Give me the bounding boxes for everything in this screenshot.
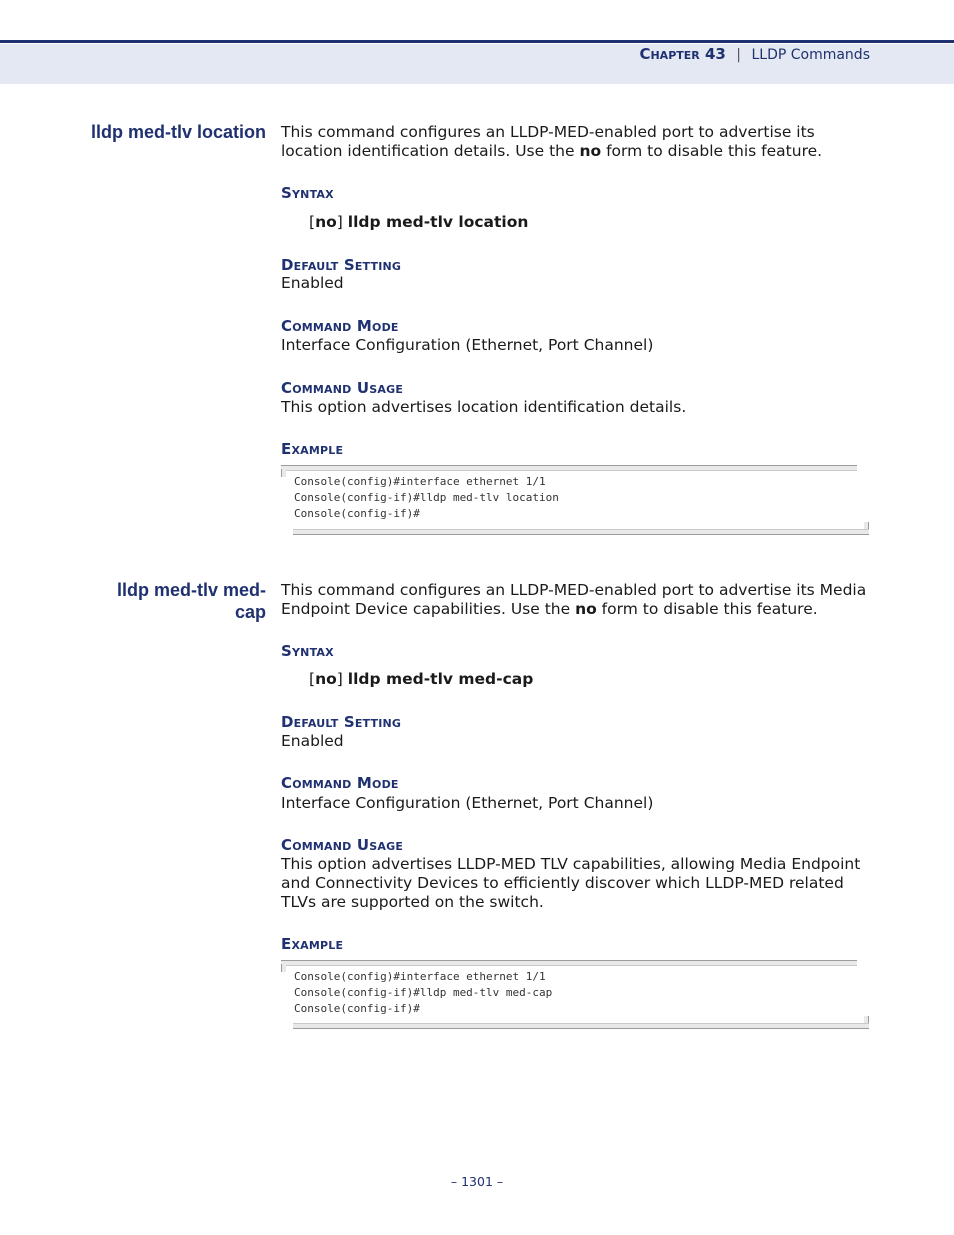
example-heading: Example — [281, 440, 344, 458]
syntax-command: lldp med-tlv med-cap — [347, 670, 534, 688]
code-top-corner — [281, 469, 286, 477]
running-header — [639, 45, 870, 63]
header-rule — [0, 40, 954, 43]
code-bottom-border — [293, 1023, 869, 1029]
header-separator: | — [736, 47, 742, 63]
example-code-block — [281, 465, 869, 535]
default-setting-heading: Default Setting — [281, 256, 402, 274]
description-text-end: form to disable this feature. — [601, 142, 823, 160]
code-top-corner — [281, 964, 286, 972]
code-top-border — [281, 465, 857, 471]
description-keyword: no — [575, 600, 597, 618]
code-top-border — [281, 960, 857, 966]
syntax-no-keyword: no — [315, 670, 337, 688]
page-number: – 1301 – — [450, 1174, 504, 1189]
command-usage-value: This option advertises location identification details. — [281, 398, 687, 416]
syntax-line — [309, 670, 533, 688]
description-keyword: no — [579, 142, 602, 160]
syntax-command: lldp med-tlv location — [347, 213, 529, 231]
command-mode-value: Interface Configuration (Ethernet, Port Channel) — [281, 336, 654, 354]
default-setting-value: Enabled — [281, 274, 344, 292]
command-mode-heading: Command Mode — [281, 317, 399, 335]
code-bottom-border — [293, 529, 869, 535]
example-heading: Example — [281, 935, 344, 953]
command-mode-heading: Command Mode — [281, 774, 399, 792]
syntax-heading: Syntax — [281, 642, 334, 660]
syntax-heading: Syntax — [281, 184, 334, 202]
command-usage-heading: Command Usage — [281, 379, 404, 397]
syntax-no-keyword: no — [315, 213, 337, 231]
description-text: This command configures an LLDP-MED-enabled port to advertise its Media Endpoint Device capabilities. Use the — [281, 581, 867, 618]
chapter-label: Chapter 43 — [639, 45, 726, 63]
command-title: lldp med-tlv location — [90, 122, 266, 142]
command-description — [281, 123, 881, 161]
syntax-bracket-open: [ — [309, 670, 316, 688]
syntax-line — [309, 213, 528, 231]
command-title-line: lldp med-tlv med- — [116, 580, 266, 600]
syntax-bracket-close: ] — [336, 670, 343, 688]
syntax-bracket-open: [ — [309, 213, 316, 231]
example-code-block — [281, 960, 869, 1030]
default-setting-heading: Default Setting — [281, 713, 402, 731]
description-text: This command configures an LLDP-MED-enabled port to advertise its location identification details. Use the — [281, 123, 815, 160]
example-code: Console(config)#interface ethernet 1/1 Console(config-if)#lldp med-tlv location Console(config-if)# — [294, 475, 559, 520]
command-usage-value: This option advertises LLDP-MED TLV capabilities, allowing Media Endpoint and Connectivity Devices to efficiently discover which LLDP-MED related TLVs are supported on the switch. — [281, 855, 861, 911]
command-usage-heading: Command Usage — [281, 836, 404, 854]
syntax-bracket-close: ] — [336, 213, 343, 231]
command-description — [281, 581, 881, 619]
page-header — [0, 0, 954, 84]
example-code: Console(config)#interface ethernet 1/1 Console(config-if)#lldp med-tlv med-cap Console(config-if)# — [294, 970, 553, 1015]
description-text-end: form to disable this feature. — [596, 600, 818, 618]
default-setting-value: Enabled — [281, 732, 344, 750]
command-mode-value: Interface Configuration (Ethernet, Port Channel) — [281, 794, 654, 812]
command-title — [76, 579, 266, 623]
command-title-line: cap — [234, 602, 266, 622]
chapter-title: LLDP Commands — [751, 47, 870, 63]
